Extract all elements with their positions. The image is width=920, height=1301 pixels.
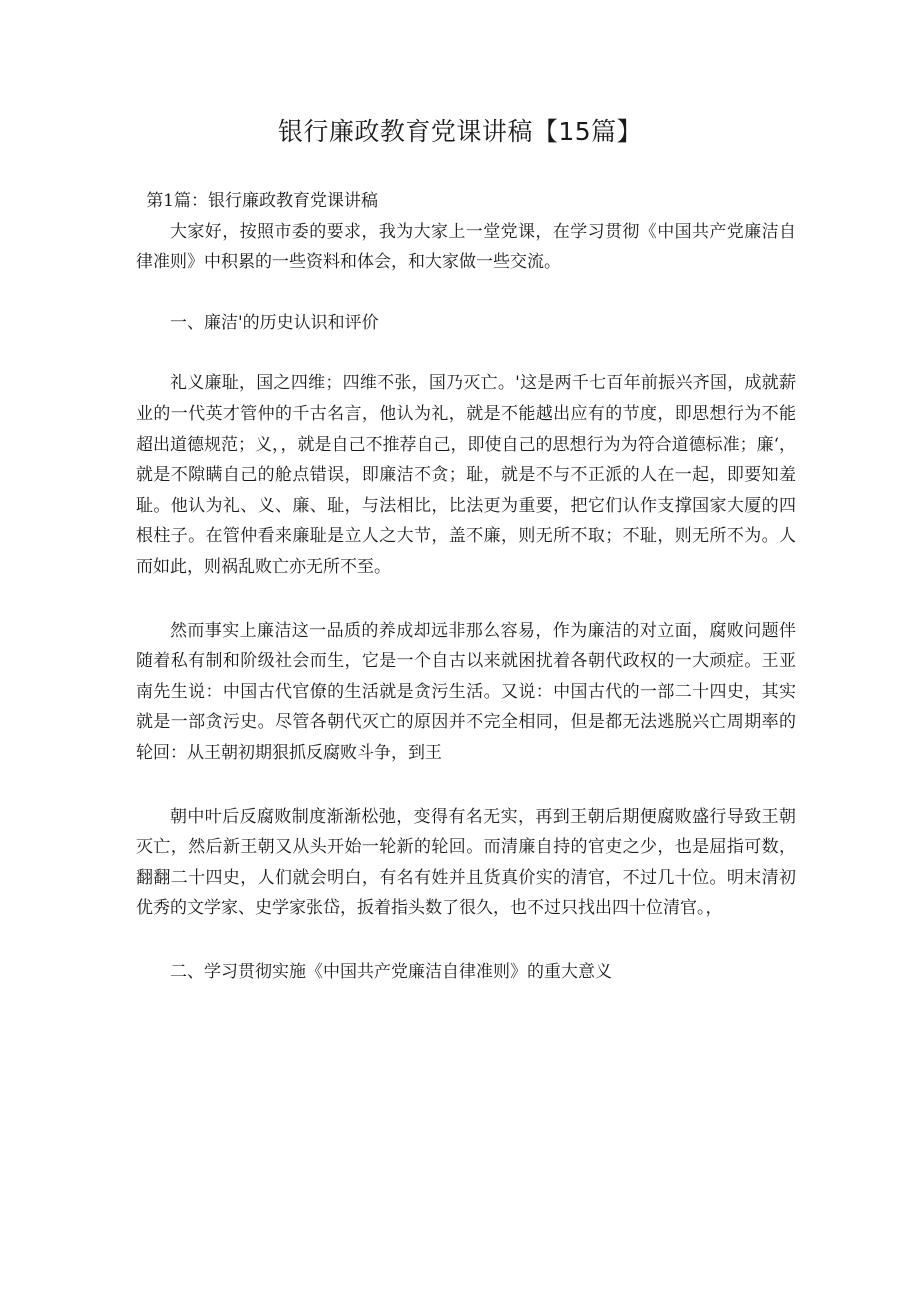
document-body xyxy=(136,186,796,987)
document-title: 银行廉政教育党课讲稿【15篇】 xyxy=(277,117,643,146)
spacer xyxy=(136,583,796,616)
chapter-label: 第1篇：银行廉政教育党课讲稿 xyxy=(146,191,379,211)
spacer xyxy=(136,769,796,802)
spacer xyxy=(136,924,796,957)
section-heading-2: 二、学习贯彻实施《中国共产党廉洁自律准则》的重大意义 xyxy=(170,961,612,982)
section-heading-1: 一、廉洁'的历史认识和评价 xyxy=(170,312,379,333)
paragraph-2: 然而事实上廉洁这一品质的养成却远非那么容易，作为廉洁的对立面，腐败问题伴随着私有制和阶级社会而生，它是一个自古以来就困扰着各朝代政权的一大顽症。王亚南先生说：中国古代官僚的生活就是贪污生活。又说：中国古代的一部二十四史，其实就是一部贪污史。尽管各朝代灭亡的原因并不完全相同，但是都无法逃脱兴亡周期率的轮回：从王朝初期狠抓反腐败斗争，到王 xyxy=(136,620,796,763)
paragraph-1: 礼义廉耻，国之四维；四维不张，国乃灭亡。'这是两千七百年前振兴齐国，成就薪业的一代英才管仲的千古名言，他认为礼，就是不能越出应有的节度，即思想行为不能超出道德规范；义，，就是自己不推荐自己，即使自己的思想行为为符合道德标准；廉‘，就是不隙瞒自己的舱点错误，即廉洁不贪；耻，就是不与不正派的人在一起，即要知羞耻。他认为礼、义、廉、耻，与法相比，比法更为重要，把它们认作支撑国家大厦的四根柱子。在管仲看来廉耻是立人之大节，盖不廉，则无所不取；不耻，则无所不为。人而如此，则祸乱败亡亦无所不至。 xyxy=(136,373,796,577)
paragraph-3: 朝中叶后反腐败制度渐渐松弛，变得有名无实，再到王朝后期便腐败盛行导致王朝灭亡，然后新王朝又从头开始一轮新的轮回。而清廉自持的官吏之少，也是屈指可数，翻翻二十四史，人们就会明白，有名有姓并且货真价实的清官，不过几十位。明末清初优秀的文学家、史学家张岱，扳着指头数了很久，也不过只找出四十位清官。， xyxy=(136,806,796,919)
spacer xyxy=(136,338,796,368)
spacer xyxy=(136,278,796,308)
intro-paragraph: 大家好，按照市委的要求，我为大家上一堂党课，在学习贯彻《中国共产党廉洁自律准则》中积累的一些资料和体会，和大家做一些交流。 xyxy=(136,221,796,273)
